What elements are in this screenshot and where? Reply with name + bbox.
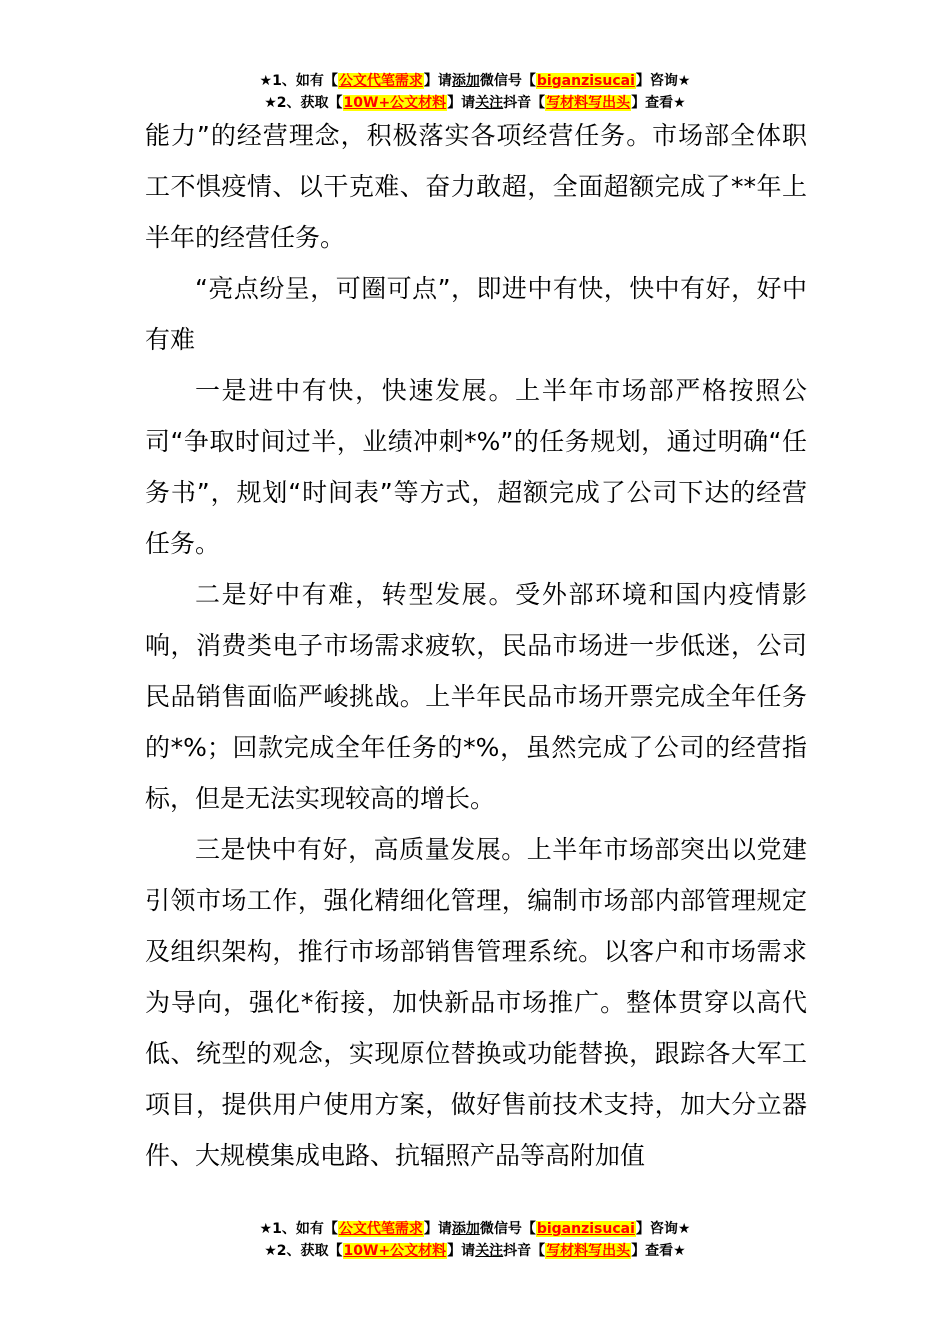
banner-text: 微信号【 [479,1221,536,1237]
banner-underlined: 添加 [451,73,480,89]
banner-text: ★1、如有【 [259,73,338,89]
banner-text: 】请 [447,1243,476,1259]
banner-text: 抖音【 [503,95,546,111]
paragraph: 三是快中有好，高质量发展。上半年市场部突出以党建引领市场工作，强化精细化管理，编制市场部内部管理规定及组织架构，推行市场部销售管理系统。以客户和市场需求为导向，强化*衔接，加快新品市场推广。整体贯穿以高代低、统型的观念，实现原位替换或功能替换，跟踪各大军工项目，提供用户使用方案，做好售前技术支持，加大分立器件、大规模集成电路、抗辐照产品等高附加值 [145,835,807,1170]
banner-text: 】查看★ [631,1243,686,1259]
banner-highlight: 写材料写出头 [546,95,631,111]
banner-highlight: biganzisucai [536,1221,635,1237]
footer-banner [0,1218,950,1262]
banner-text: 】请 [447,95,476,111]
banner-highlight: 写材料写出头 [546,1243,631,1259]
banner-text: 】请 [423,73,452,89]
banner-text: ★1、如有【 [259,1221,338,1237]
banner-text: 】查看★ [631,95,686,111]
paragraph: “亮点纷呈，可圈可点”，即进中有快，快中有好，好中有难 [145,274,807,354]
banner-text: 抖音【 [503,1243,546,1259]
header-banner [0,70,950,114]
paragraph: 能力”的经营理念，积极落实各项经营任务。市场部全体职工不惧疫情、以干克难、奋力敢超，全面超额完成了**年上半年的经营任务。 [145,121,807,252]
banner-line-1 [0,70,950,92]
banner-highlight: 公文代笔需求 [338,1221,423,1237]
paragraph: 二是好中有难，转型发展。受外部环境和国内疫情影响，消费类电子市场需求疲软，民品市场进一步低迷，公司民品销售面临严峻挑战。上半年民品市场开票完成全年任务的*%；回款完成全年任务的*%，虽然完成了公司的经营指标，但是无法实现较高的增长。 [145,580,807,813]
banner-highlight: 10W+公文材料 [343,95,447,111]
banner-text: 】咨询★ [635,73,691,89]
banner-underlined: 关注 [475,95,504,111]
banner-underlined: 关注 [475,1243,504,1259]
banner-text: ★2、获取【 [264,95,343,111]
banner-highlight: 公文代笔需求 [338,73,423,89]
banner-underlined: 添加 [451,1221,480,1237]
banner-line-1 [0,1218,950,1240]
banner-text: 】咨询★ [635,1221,691,1237]
paragraph: 一是进中有快，快速发展。上半年市场部严格按照公司“争取时间过半，业绩冲刺*%”的任务规划，通过明确“任务书”，规划“时间表”等方式，超额完成了公司下达的经营任务。 [145,376,807,558]
banner-highlight: biganzisucai [536,73,635,89]
banner-highlight: 10W+公文材料 [343,1243,447,1259]
banner-line-2 [0,1240,950,1262]
banner-text: 微信号【 [479,73,536,89]
document-body [145,110,807,1181]
banner-text: 】请 [423,1221,452,1237]
banner-text: ★2、获取【 [264,1243,343,1259]
